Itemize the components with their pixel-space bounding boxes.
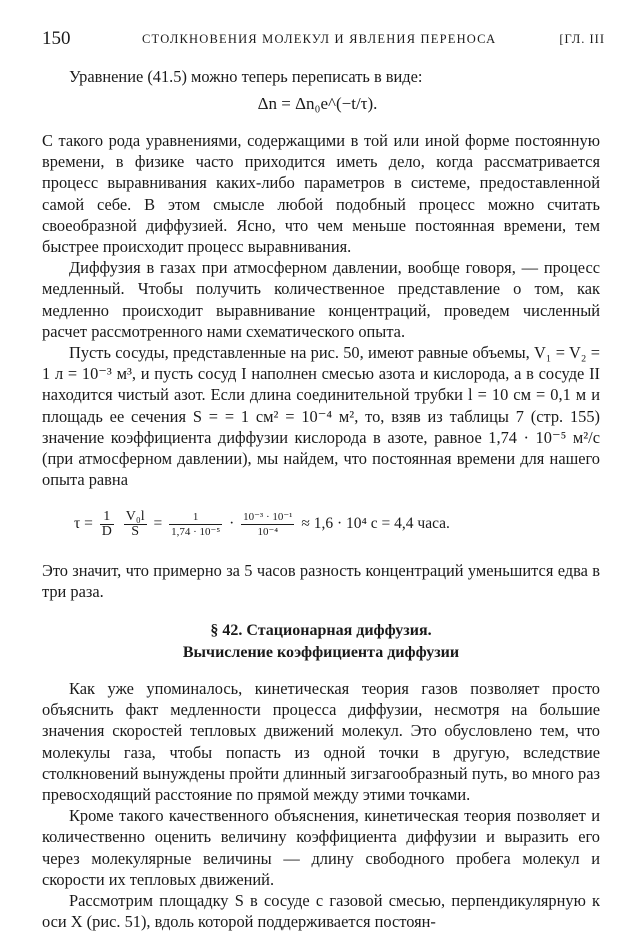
fraction-numerator: 1 xyxy=(169,510,222,525)
formula-tau-result: ≈ 1,6 · 10⁴ с = 4,4 часа. xyxy=(301,515,450,533)
chapter-label: [ГЛ. III xyxy=(559,32,605,46)
page-number: 150 xyxy=(42,28,71,49)
paragraph-1: С такого рода уравнениями, содержащими в той или иной форме постоянную времени, в физике часто приходится иметь дело, когда рассматривается процесс выравнивания каких-либо параметров в системе, предоставленной самой себе. В этом смысле любой подобный процесс можно считать своеобразной диффузией. Ясно, что чем меньше постоянная времени, тем быстрее происходит процесс выравнивания. xyxy=(42,131,600,257)
fraction-v0l-over-s xyxy=(124,510,147,539)
paragraph-after-formula: Это значит, что примерно за 5 часов разность концентраций уменьшится едва в три раза. xyxy=(42,561,600,602)
fraction-denominator: S xyxy=(131,524,140,539)
fraction-denominator: D xyxy=(101,524,112,539)
fraction-1-over-d xyxy=(100,510,114,539)
formula-tau-lhs: τ = xyxy=(74,515,93,533)
section-paragraph-3: Рассмотрим площадку S в сосуде с газовой смесью, перпендикулярную к оси X (рис. 51), вдоль которой поддерживается постоян- xyxy=(42,891,600,932)
section-paragraph-1: Как уже упоминалось, кинетическая теория газов позволяет просто объяснить факт медленности процесса диффузии, несмотря на большие значения скоростей тепловых движений молекул. Это обусловлено тем, что молекулы газа, чтобы попасть из одной точки в другую, вследствие столкновений вынуждены пройти длинный зигзагообразный путь, во много раз превосходящий расстояние по прямой между этими точками. xyxy=(42,679,600,805)
section-title-line-1: § 42. Стационарная диффузия. xyxy=(210,622,432,639)
fraction-geometry xyxy=(241,510,294,539)
paragraph-2: Диффузия в газах при атмосферном давлении, вообще говоря, — процесс медленный. Чтобы получить количественное представление о том, как медленно происходит выравнивание концентраций, проведем численный расчет рассмотренного нами схематического опыта. xyxy=(42,258,600,341)
running-title: СТОЛКНОВЕНИЯ МОЛЕКУЛ И ЯВЛЕНИЯ ПЕРЕНОСА xyxy=(142,32,497,46)
body-block-2 xyxy=(42,560,600,602)
page-header xyxy=(42,28,605,52)
fraction-denominator: 10⁻⁴ xyxy=(257,526,279,538)
paragraph-3: Пусть сосуды, представленные на рис. 50, имеют равные объемы, V₁ = V₂ = 1 л = 10⁻³ м³, и пусть сосуд I наполнен смесью азота и кислорода, а в сосуде II находится чистый азот. Если длина соединительной трубки l = 10 см = 0,1 м и площадь ее сечения S = = 1 см² = 10⁻⁴ м², то, взяв из таблицы 7 (стр. 155) значение коэффициента диффузии кислорода в азоте, равное 1,74 · 10⁻⁵ м²/с (при атмосферном давлении), мы найдем, что постоянная времени для нашего опыта равна xyxy=(42,343,600,490)
intro-line: Уравнение (41.5) можно теперь переписать в виде: xyxy=(69,67,423,86)
fraction-numerator: 1 xyxy=(100,510,114,525)
intro-text xyxy=(42,66,600,87)
body-block-3 xyxy=(42,678,600,932)
formula-decay: Δn = Δn₀e^(−t/τ). xyxy=(257,94,378,113)
section-heading xyxy=(42,620,600,664)
body-block-1 xyxy=(42,130,600,490)
section-paragraph-2: Кроме такого качественного объяснения, кинетическая теория позволяет и количественно оценить величину коэффициента диффузии и выразить его через молекулярные величины — длину свободного пробега молекул и скорости их тепловых движений. xyxy=(42,806,600,889)
fraction-denominator: 1,74 · 10⁻⁵ xyxy=(171,526,221,538)
formula-tau: τ = $\frac{1}{D}$ $\frac{\text{V₀l}}{S}$ = $\frac{1}{\text{1,74 · 10⁻⁵}}$ · $\frac{\text{10⁻³ · 10⁻¹}}{\text{10⁻⁴}}$ ≈ 1,6 · 10⁴ с = 4,4 часа. xyxy=(74,509,450,539)
section-title-line-2: Вычисление коэффициента диффузии xyxy=(182,644,460,661)
fraction-numerator: V₀l xyxy=(125,509,145,524)
fraction-diffusion-coefficient xyxy=(169,510,222,539)
fraction-numerator: 10⁻³ · 10⁻¹ xyxy=(243,511,293,523)
